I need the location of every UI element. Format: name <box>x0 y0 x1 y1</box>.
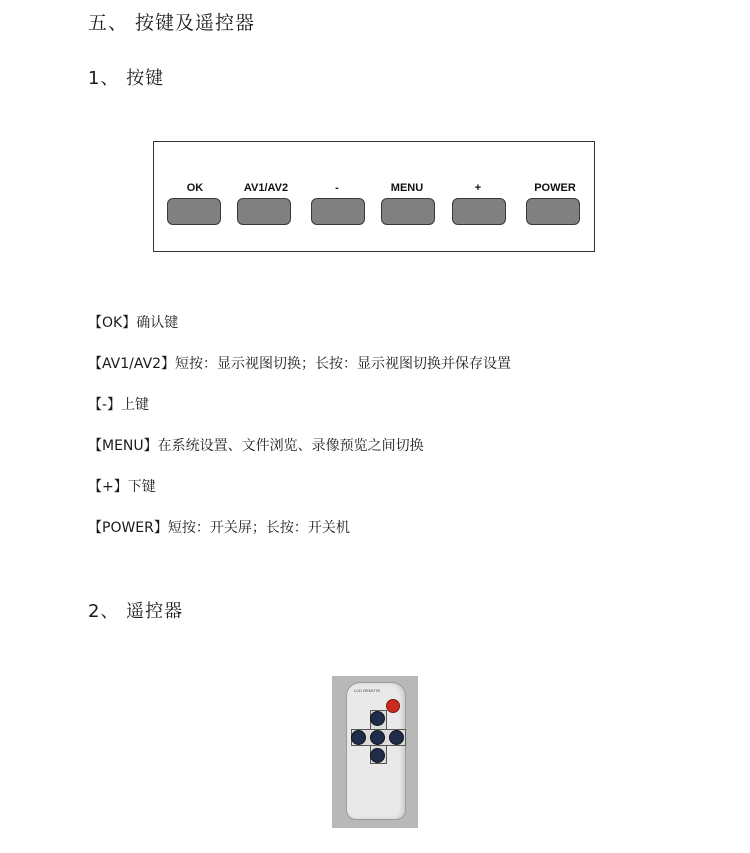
key-label-ok: OK <box>186 182 204 194</box>
key-label-power: POWER <box>534 182 576 194</box>
desc-power: 【POWER】短按：开关屏；长按：开关机 <box>88 520 350 536</box>
key-power <box>526 198 580 225</box>
key-label-menu: MENU <box>390 182 424 194</box>
key-label-av: AV1/AV2 <box>243 182 289 194</box>
remote-body <box>346 682 406 820</box>
desc-ok: 【OK】确认键 <box>88 315 179 331</box>
key-label-minus: - <box>335 182 339 194</box>
remote-control-photo <box>332 676 418 828</box>
key-av <box>237 198 291 225</box>
remote-right-button <box>389 730 404 745</box>
key-minus <box>311 198 365 225</box>
remote-down-button <box>370 748 385 763</box>
remote-center-button <box>370 730 385 745</box>
remote-left-button <box>351 730 366 745</box>
key-label-plus: + <box>474 182 482 194</box>
desc-minus: 【-】上键 <box>88 397 150 413</box>
buttons-subtitle: 1、 按键 <box>88 68 165 89</box>
remote-label: LCD REMOTE <box>354 688 381 693</box>
desc-menu: 【MENU】在系统设置、文件浏览、录像预览之间切换 <box>88 438 424 454</box>
desc-plus: 【+】下键 <box>88 479 156 495</box>
remote-power-button <box>386 699 400 713</box>
remote-up-button <box>370 711 385 726</box>
key-plus <box>452 198 506 225</box>
section-title: 五、 按键及遥控器 <box>88 12 256 34</box>
key-ok <box>167 198 221 225</box>
remote-subtitle: 2、 遥控器 <box>88 601 184 622</box>
desc-av: 【AV1/AV2】短按：显示视图切换；长按：显示视图切换并保存设置 <box>88 356 512 372</box>
button-panel-diagram <box>153 141 595 252</box>
key-menu <box>381 198 435 225</box>
